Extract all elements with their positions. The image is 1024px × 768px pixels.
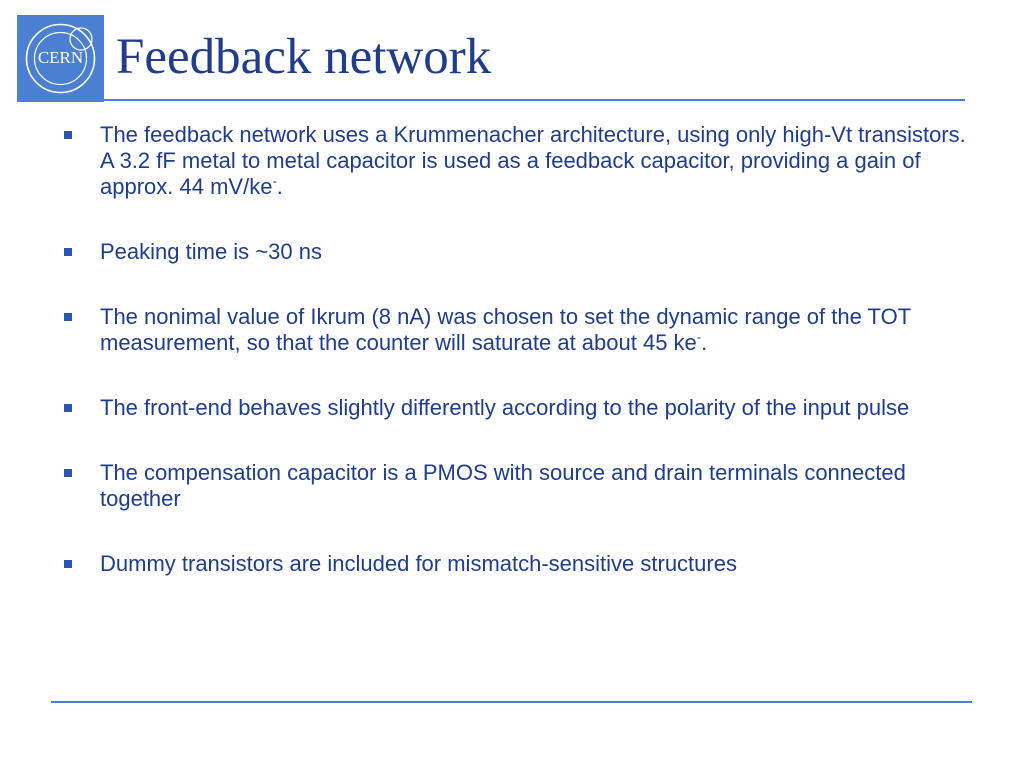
bullet-superscript: -	[272, 173, 277, 189]
bullet-body: The feedback network uses a Krummenacher architecture, using only high-Vt transistors. A 3.2 fF metal to metal capacitor is used as a feedback capacitor, providing a gain of approx. 44 mV/ke	[100, 122, 966, 199]
bullet-text	[100, 122, 966, 199]
bullet-text	[100, 460, 906, 511]
logo-text: CERN	[37, 48, 84, 67]
bullet-text	[100, 395, 909, 420]
bullet-item-4	[62, 395, 972, 421]
bullet-text	[100, 551, 737, 576]
bullet-text	[100, 239, 322, 264]
square-bullet-icon	[64, 560, 72, 568]
square-bullet-icon	[64, 248, 72, 256]
square-bullet-icon	[64, 469, 72, 477]
bullet-body: Peaking time is ~30 ns	[100, 239, 322, 264]
square-bullet-icon	[64, 404, 72, 412]
bullet-item-1	[62, 122, 972, 200]
bullet-superscript: -	[696, 329, 702, 345]
bullet-item-5	[62, 460, 972, 512]
bullet-text	[100, 304, 911, 355]
title-underline	[104, 99, 965, 101]
bullet-list	[62, 122, 972, 616]
bullet-body: Dummy transistors are included for mismatch-sensitive structures	[100, 551, 737, 576]
bullet-item-2	[62, 239, 972, 265]
square-bullet-icon	[64, 131, 72, 139]
square-bullet-icon	[64, 313, 72, 321]
bullet-item-3	[62, 304, 972, 356]
bullet-body: The front-end behaves slightly differently according to the polarity of the input pulse	[100, 395, 910, 420]
footer-rule	[51, 701, 972, 703]
slide-title: Feedback network	[116, 29, 492, 85]
cern-logo	[17, 15, 104, 102]
bullet-item-6	[62, 551, 972, 577]
bullet-suffix: .	[276, 174, 283, 199]
bullet-body: The nonimal value of Ikrum (8 nA) was chosen to set the dynamic range of the TOT measurement, so that the counter will saturate at about 45 ke	[100, 304, 911, 355]
bullet-suffix: .	[701, 330, 708, 355]
bullet-body: The compensation capacitor is a PMOS with source and drain terminals connected together	[100, 460, 906, 511]
